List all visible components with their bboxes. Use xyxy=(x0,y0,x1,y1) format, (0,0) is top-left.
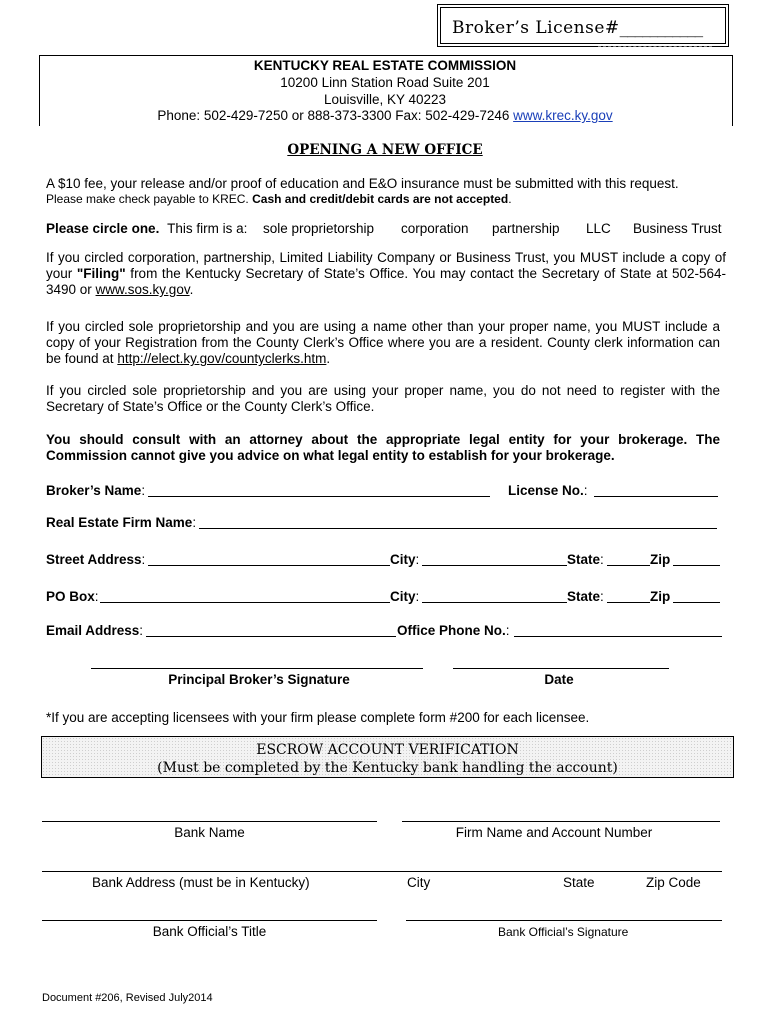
street-address-field[interactable] xyxy=(148,565,390,566)
license-label-text: Broker’s License# xyxy=(452,18,620,38)
city-label xyxy=(390,552,419,567)
fee-line: A $10 fee, your release and/or proof of education and E&O insurance must be submitted with this request. xyxy=(46,176,679,191)
escrow-subtitle: (Must be completed by the Kentucky bank handling the account) xyxy=(157,760,618,776)
firm-name-colon: : xyxy=(192,515,197,530)
krec-website-link[interactable]: www.krec.ky.gov xyxy=(513,108,613,123)
firm-name-field[interactable] xyxy=(199,528,717,529)
firm-name-text: Real Estate Firm Name xyxy=(46,515,193,530)
licensee-note: *If you are accepting licensees with your firm please complete form #200 for each licensee. xyxy=(46,710,590,725)
circle-one-label: Please circle one. xyxy=(46,221,160,236)
po-city-field[interactable] xyxy=(422,602,567,603)
sos-website-link[interactable]: www.sos.ky.gov xyxy=(95,282,190,297)
p2-period: . xyxy=(326,351,331,366)
firm-account-label: Firm Name and Account Number xyxy=(455,825,653,840)
p1-text-a: If you circled corporation, partnership, Limited Liability Company or Business Trust, you MUST include a copy of your xyxy=(46,250,726,281)
escrow-title: ESCROW ACCOUNT VERIFICATION xyxy=(256,742,519,758)
bank-name-field[interactable] xyxy=(42,821,377,822)
office-phone-text: Office Phone No. xyxy=(397,623,506,638)
state-text: State xyxy=(567,552,601,567)
bank-zip-label: Zip Code xyxy=(646,875,701,890)
state-label xyxy=(567,552,604,567)
license-no-label xyxy=(508,483,588,498)
license-number-box xyxy=(437,4,729,47)
option-partnership[interactable]: partnership xyxy=(492,221,560,236)
bank-name-label: Bank Name xyxy=(174,825,245,840)
license-no-field[interactable] xyxy=(594,496,718,497)
bank-official-signature-field[interactable] xyxy=(406,920,722,921)
po-box-colon: : xyxy=(94,589,99,604)
po-zip-field[interactable] xyxy=(673,602,720,603)
payment-period: . xyxy=(508,192,512,206)
bank-official-title-label: Bank Official’s Title xyxy=(152,924,267,939)
p1-filing: "Filing" xyxy=(76,266,126,281)
firm-account-field[interactable] xyxy=(402,821,720,822)
street-address-label xyxy=(46,552,145,567)
license-number-blank[interactable]: ___________ xyxy=(619,18,703,38)
bank-official-signature-label: Bank Official’s Signature xyxy=(498,925,629,939)
p2-text-a: If you circled sole proprietorship and you are using a name other than your proper name, you MUST include a copy of your Registration from the County Clerk’s Office where you are a resident. County clerk information can be found at xyxy=(46,319,720,366)
street-address-text: Street Address xyxy=(46,552,142,567)
po-city-text: City xyxy=(390,589,416,604)
po-state-text: State xyxy=(567,589,601,604)
option-corporation[interactable]: corporation xyxy=(401,221,469,236)
city-text: City xyxy=(390,552,416,567)
bank-official-title-field[interactable] xyxy=(42,920,377,921)
payment-not-accepted: Cash and credit/debit cards are not accepted xyxy=(252,192,509,206)
license-number-label xyxy=(452,18,702,38)
payment-note xyxy=(46,192,512,206)
po-city-label xyxy=(390,589,419,604)
brokers-name-colon: : xyxy=(141,483,146,498)
attorney-warning: You should consult with an attorney about the appropriate legal entity for your brokerage. The Commission cannot give you advice on what legal entity to establish for your brokerage. xyxy=(46,432,720,463)
principal-signature-label: Principal Broker’s Signature xyxy=(168,672,350,687)
org-address-line1: 10200 Linn Station Road Suite 201 xyxy=(280,75,490,90)
state-colon: : xyxy=(600,552,604,567)
paragraph-sole-proper-name: If you circled sole proprietorship and you are using your proper name, you do not need to register with the Secretary of State’s Office or the County Clerk’s Office. xyxy=(46,383,720,414)
option-business-trust[interactable]: Business Trust xyxy=(633,221,722,236)
county-clerks-link[interactable]: http://elect.ky.gov/countyclerks.htm xyxy=(117,351,327,366)
office-phone-label xyxy=(397,623,510,638)
email-label xyxy=(46,623,143,638)
brokers-name-field[interactable] xyxy=(148,496,490,497)
option-llc[interactable]: LLC xyxy=(586,221,611,236)
po-box-text: PO Box xyxy=(46,589,95,604)
brokers-name-text: Broker’s Name xyxy=(46,483,142,498)
license-no-text: License No. xyxy=(508,483,584,498)
license-no-colon: : xyxy=(583,483,588,498)
po-state-field[interactable] xyxy=(607,602,650,603)
principal-signature-field[interactable] xyxy=(91,668,423,669)
signature-date-field[interactable] xyxy=(453,668,669,669)
po-city-colon: : xyxy=(415,589,420,604)
zip-label: Zip xyxy=(650,552,671,567)
city-colon: : xyxy=(415,552,420,567)
email-field[interactable] xyxy=(146,636,396,637)
p1-text-c: from the Kentucky Secretary of State’s Office. You may contact the Secretary of State at 502-564-3490 or xyxy=(46,266,726,297)
firm-name-label xyxy=(46,515,196,530)
po-state-label xyxy=(567,589,604,604)
signature-date-label: Date xyxy=(544,672,574,687)
payment-payable: Please make check payable to KREC. xyxy=(46,192,253,206)
street-address-colon: : xyxy=(141,552,146,567)
org-address-line2: Louisville, KY 40223 xyxy=(323,92,447,107)
form-title: OPENING A NEW OFFICE xyxy=(287,142,483,158)
option-sole-proprietorship[interactable]: sole proprietorship xyxy=(263,221,375,236)
email-text: Email Address xyxy=(46,623,140,638)
bank-address-label: Bank Address (must be in Kentucky) xyxy=(92,875,310,890)
state-field[interactable] xyxy=(607,565,650,566)
p1-period: . xyxy=(189,282,194,297)
org-name: KENTUCKY REAL ESTATE COMMISSION xyxy=(253,58,517,73)
office-phone-colon: : xyxy=(505,623,510,638)
office-phone-field[interactable] xyxy=(514,636,722,637)
bank-state-label: State xyxy=(563,875,595,890)
circle-one-intro: This firm is a: xyxy=(167,221,248,236)
bank-city-label: City xyxy=(407,875,431,890)
document-footer: Document #206, Revised July2014 xyxy=(42,992,213,1004)
paragraph-sole-other-name xyxy=(46,319,720,367)
po-state-colon: : xyxy=(600,589,604,604)
po-box-label xyxy=(46,589,99,604)
org-phone-fax: Phone: 502-429-7250 or 888-373-3300 Fax: 502-429-7246 xyxy=(157,108,514,123)
zip-field[interactable] xyxy=(673,565,720,566)
bank-address-field[interactable] xyxy=(42,871,722,872)
circle-one-row xyxy=(46,221,247,236)
license-underline xyxy=(598,46,712,47)
po-zip-label: Zip xyxy=(650,589,671,604)
city-field[interactable] xyxy=(422,565,567,566)
org-contact-line xyxy=(39,108,731,123)
brokers-name-label xyxy=(46,483,145,498)
paragraph-corporation xyxy=(46,250,726,298)
email-colon: : xyxy=(139,623,144,638)
po-box-field[interactable] xyxy=(100,602,390,603)
